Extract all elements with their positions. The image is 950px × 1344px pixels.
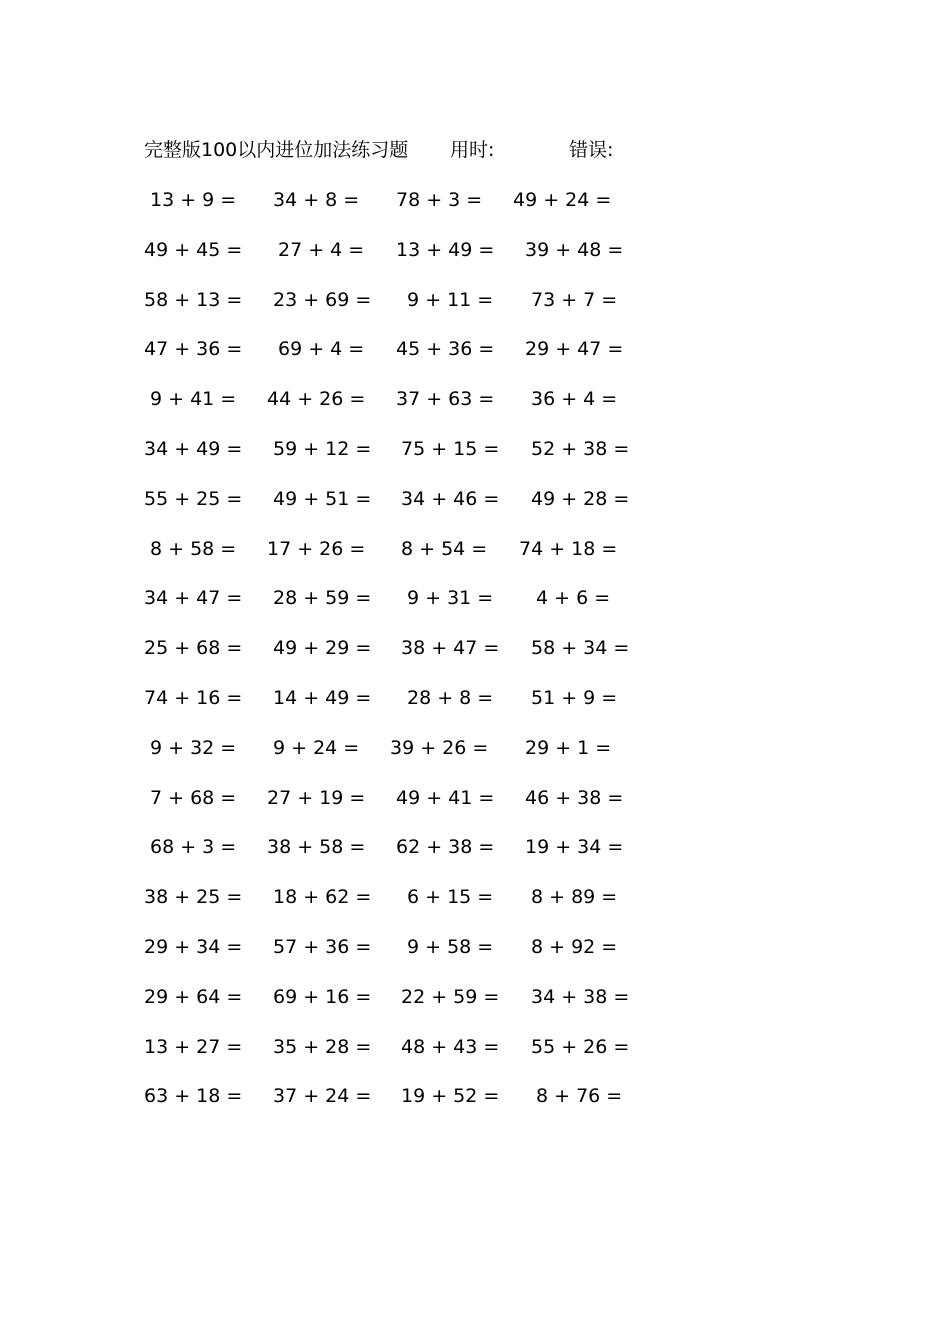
- problem-item: 44 + 26 =: [267, 388, 366, 411]
- problem-item: 34 + 49 =: [144, 437, 243, 460]
- problem-item: 37 + 24 =: [273, 1085, 372, 1108]
- problem-item: 28 + 8 =: [407, 686, 494, 709]
- problem-item: 9 + 58 =: [407, 935, 494, 958]
- problem-item: 23 + 69 =: [273, 288, 372, 311]
- problem-item: 49 + 24 =: [513, 189, 612, 211]
- problem-item: 8 + 76 =: [536, 1085, 623, 1108]
- problem-item: 46 + 38 =: [525, 786, 624, 809]
- problem-item: 9 + 31 =: [407, 587, 494, 610]
- problem-row: [0, 485, 950, 535]
- problem-item: 52 + 38 =: [531, 437, 630, 460]
- problem-item: 45 + 36 =: [396, 338, 495, 361]
- problem-item: 34 + 47 =: [144, 587, 243, 610]
- problem-item: 34 + 8 =: [273, 189, 360, 211]
- problem-item: 9 + 41 =: [150, 388, 237, 411]
- problem-item: 58 + 13 =: [144, 288, 243, 311]
- problem-item: 19 + 52 =: [401, 1085, 500, 1108]
- problem-item: 8 + 92 =: [531, 935, 618, 958]
- problem-item: 68 + 3 =: [150, 836, 237, 859]
- problem-item: 13 + 9 =: [150, 189, 237, 211]
- problem-row: [0, 584, 950, 634]
- problem-item: 9 + 32 =: [150, 736, 237, 759]
- problem-item: 7 + 68 =: [150, 786, 237, 809]
- problem-item: 55 + 26 =: [531, 1035, 630, 1058]
- worksheet-title: 完整版100以内进位加法练习题: [144, 139, 409, 161]
- problem-item: 25 + 68 =: [144, 637, 243, 660]
- problem-item: 38 + 58 =: [267, 836, 366, 859]
- problem-row: [0, 933, 950, 983]
- problem-item: 13 + 27 =: [144, 1035, 243, 1058]
- problem-row: [0, 1082, 950, 1132]
- problem-row: [0, 535, 950, 585]
- problem-item: 27 + 19 =: [267, 786, 366, 809]
- problem-item: 29 + 1 =: [525, 736, 612, 759]
- problem-item: 73 + 7 =: [531, 288, 618, 311]
- problem-item: 17 + 26 =: [267, 537, 366, 560]
- problem-item: 27 + 4 =: [278, 238, 365, 261]
- problem-item: 14 + 49 =: [273, 686, 372, 709]
- problem-item: 8 + 54 =: [401, 537, 488, 560]
- problem-item: 49 + 45 =: [144, 238, 243, 261]
- problem-item: 59 + 12 =: [273, 437, 372, 460]
- problem-item: 18 + 62 =: [273, 886, 372, 909]
- problem-item: 13 + 49 =: [396, 238, 495, 261]
- problem-row: [0, 236, 950, 286]
- problem-item: 47 + 36 =: [144, 338, 243, 361]
- problem-item: 75 + 15 =: [401, 437, 500, 460]
- problem-item: 28 + 59 =: [273, 587, 372, 610]
- problem-row: [0, 634, 950, 684]
- problem-item: 34 + 38 =: [531, 985, 630, 1008]
- problem-item: 8 + 89 =: [531, 886, 618, 909]
- problem-item: 63 + 18 =: [144, 1085, 243, 1108]
- problem-item: 4 + 6 =: [536, 587, 611, 610]
- problem-item: 9 + 24 =: [273, 736, 360, 759]
- problem-item: 29 + 34 =: [144, 935, 243, 958]
- problem-item: 29 + 47 =: [525, 338, 624, 361]
- problem-item: 19 + 34 =: [525, 836, 624, 859]
- problem-item: 49 + 41 =: [396, 786, 495, 809]
- problem-item: 9 + 11 =: [407, 288, 494, 311]
- problem-row: [0, 1033, 950, 1083]
- problem-row: [0, 734, 950, 784]
- time-label: 用时:: [450, 139, 495, 161]
- problem-item: 74 + 18 =: [519, 537, 618, 560]
- problem-item: 57 + 36 =: [273, 935, 372, 958]
- problem-item: 49 + 51 =: [273, 487, 372, 510]
- problem-item: 78 + 3 =: [396, 189, 483, 211]
- problem-item: 62 + 38 =: [396, 836, 495, 859]
- problem-item: 38 + 25 =: [144, 886, 243, 909]
- problem-item: 74 + 16 =: [144, 686, 243, 709]
- problem-item: 8 + 58 =: [150, 537, 237, 560]
- problem-item: 6 + 15 =: [407, 886, 494, 909]
- problem-item: 51 + 9 =: [531, 686, 618, 709]
- problem-item: 69 + 4 =: [278, 338, 365, 361]
- problem-row: [0, 983, 950, 1033]
- problem-row: [0, 385, 950, 435]
- problem-row: [0, 883, 950, 933]
- problem-item: 29 + 64 =: [144, 985, 243, 1008]
- problem-row: [0, 435, 950, 485]
- problem-item: 36 + 4 =: [531, 388, 618, 411]
- problem-item: 37 + 63 =: [396, 388, 495, 411]
- problem-item: 49 + 29 =: [273, 637, 372, 660]
- problem-item: 69 + 16 =: [273, 985, 372, 1008]
- problem-item: 22 + 59 =: [401, 985, 500, 1008]
- problem-row: [0, 833, 950, 883]
- problem-row: [0, 186, 950, 236]
- problem-item: 38 + 47 =: [401, 637, 500, 660]
- problem-item: 34 + 46 =: [401, 487, 500, 510]
- problem-row: [0, 286, 950, 336]
- errors-label: 错误:: [569, 139, 614, 161]
- problem-item: 55 + 25 =: [144, 487, 243, 510]
- problem-item: 39 + 26 =: [390, 736, 489, 759]
- problem-item: 39 + 48 =: [525, 238, 624, 261]
- problem-row: [0, 784, 950, 834]
- problem-item: 35 + 28 =: [273, 1035, 372, 1058]
- problem-row: [0, 335, 950, 385]
- worksheet-header: [144, 136, 664, 164]
- problem-grid: [0, 186, 950, 1132]
- problem-item: 48 + 43 =: [401, 1035, 500, 1058]
- problem-item: 49 + 28 =: [531, 487, 630, 510]
- problem-item: 58 + 34 =: [531, 637, 630, 660]
- problem-row: [0, 684, 950, 734]
